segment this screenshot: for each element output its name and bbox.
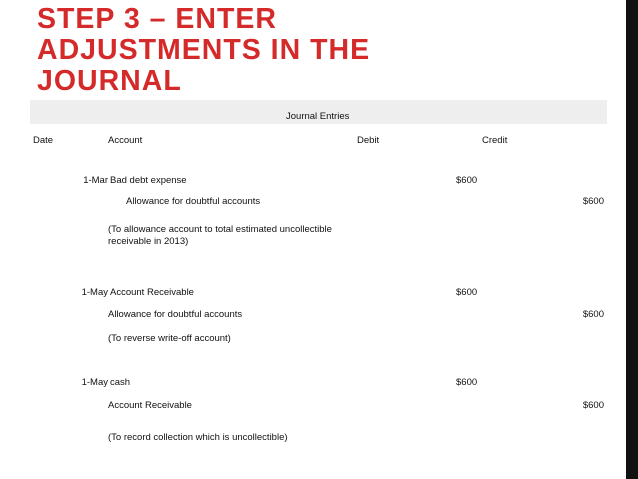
credit-account: Allowance for doubtful accounts xyxy=(108,309,243,320)
entry-note: (To reverse write-off account) xyxy=(108,333,231,344)
journal-header-band xyxy=(30,100,607,124)
debit-amount: $600 xyxy=(456,287,478,298)
column-header-date: Date xyxy=(33,135,54,146)
title-line-3: JOURNAL xyxy=(37,65,182,97)
slide-title xyxy=(37,4,457,97)
credit-account: Allowance for doubtful accounts xyxy=(126,196,261,207)
side-accent-bar xyxy=(626,0,638,479)
entry-note: (To record collection which is uncollectible) xyxy=(108,432,288,443)
credit-amount: $600 xyxy=(582,196,604,207)
debit-amount: $600 xyxy=(456,377,478,388)
credit-amount: $600 xyxy=(582,309,604,320)
debit-account: Bad debt expense xyxy=(110,175,187,186)
column-header-account: Account xyxy=(108,135,143,146)
entry-date: 1-May xyxy=(81,287,108,298)
debit-account: Account Receivable xyxy=(110,287,194,298)
entry-date: 1-May xyxy=(81,377,108,388)
entry-note: (To allowance account to total estimated uncollectible receivable in 2013) xyxy=(108,224,332,247)
entry-date: 1-Mar xyxy=(83,175,108,186)
column-header-credit: Credit xyxy=(482,135,508,146)
journal-title: Journal Entries xyxy=(286,111,350,122)
column-header-debit: Debit xyxy=(357,135,380,146)
credit-amount: $600 xyxy=(582,400,604,411)
debit-account: cash xyxy=(110,377,131,388)
title-line-1: STEP 3 – ENTER xyxy=(37,3,277,35)
debit-amount: $600 xyxy=(456,175,478,186)
credit-account: Account Receivable xyxy=(108,400,192,411)
title-line-2: ADJUSTMENTS IN THE xyxy=(37,34,371,66)
